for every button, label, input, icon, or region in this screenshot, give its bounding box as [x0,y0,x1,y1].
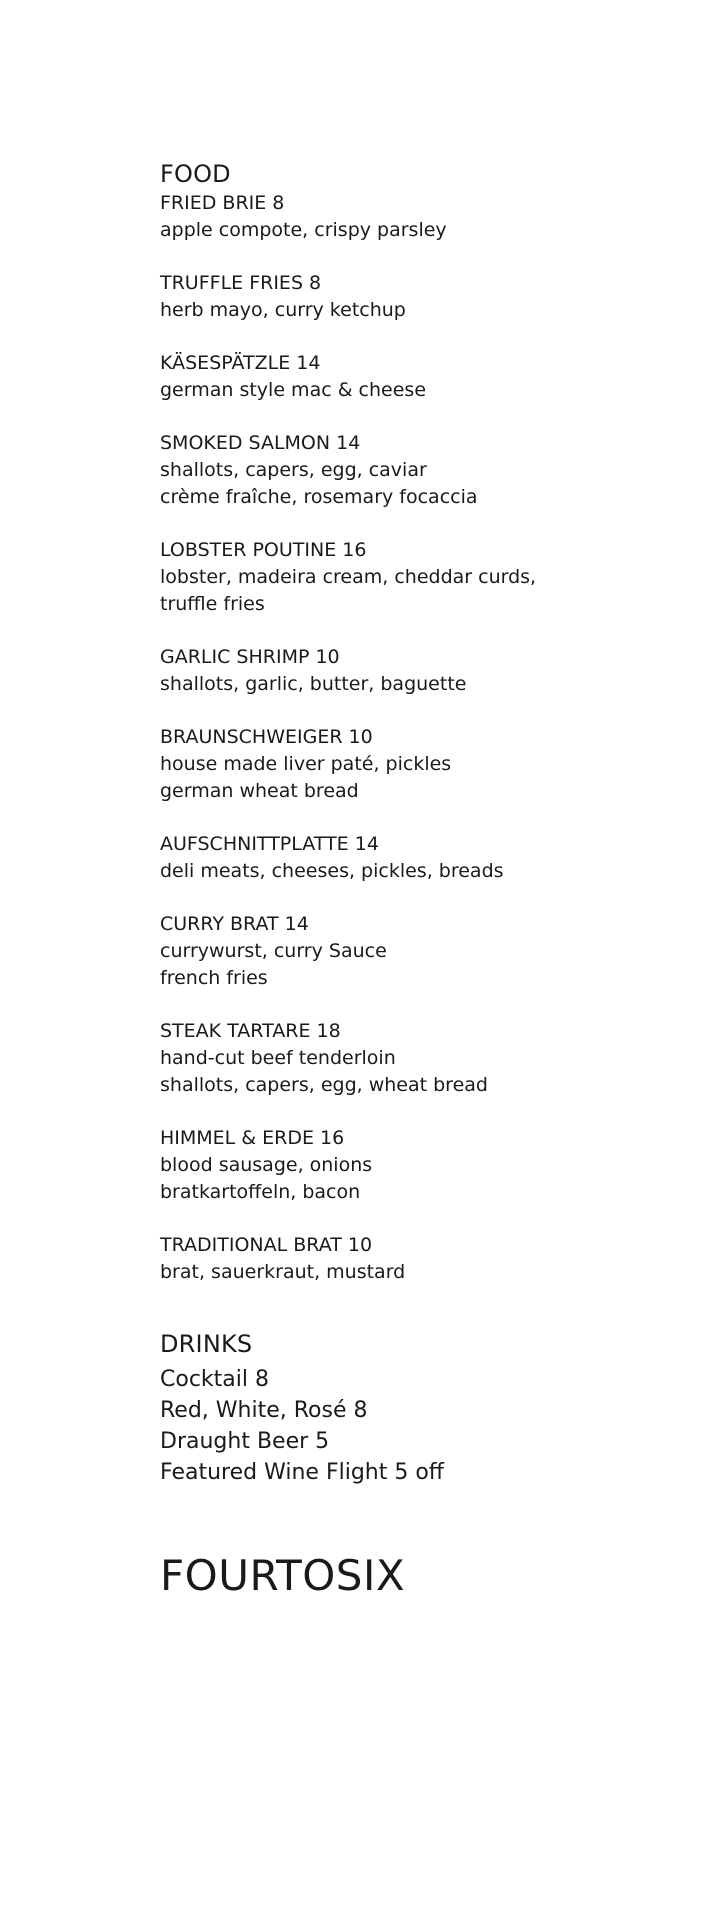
menu-item-name: GARLIC SHRIMP 10 [160,646,340,668]
drink-item: Red, White, Rosé 8 [160,1398,368,1423]
brand-name: FOURTOSIX [160,1551,406,1600]
menu-item-description: blood sausage, onions [160,1154,373,1176]
drinks-section [160,1330,680,1488]
menu-item-description: deli meats, cheeses, pickles, breads [160,860,504,882]
menu-item [160,644,680,698]
menu-item-name: HIMMEL & ERDE 16 [160,1127,345,1149]
menu-item-description: shallots, garlic, butter, baguette [160,673,467,695]
menu-item [160,270,680,324]
menu-item-description: brat, sauerkraut, mustard [160,1261,406,1283]
food-list [160,190,680,1286]
menu [160,160,680,1600]
drink-item: Featured Wine Flight 5 off [160,1460,444,1485]
menu-item-description: herb mayo, curry ketchup [160,299,406,321]
menu-item [160,911,680,992]
drinks-section-title: DRINKS [160,1330,253,1358]
menu-item-description: lobster, madeira cream, cheddar curds, [160,566,537,588]
menu-item-description: shallots, capers, egg, caviar [160,459,427,481]
menu-item [160,430,680,511]
drink-item: Draught Beer 5 [160,1429,330,1454]
menu-item [160,190,680,244]
menu-item [160,724,680,805]
menu-item-name: CURRY BRAT 14 [160,913,309,935]
menu-item-name: TRUFFLE FRIES 8 [160,272,322,294]
menu-item-name: SMOKED SALMON 14 [160,432,361,454]
menu-item-description: house made liver paté, pickles [160,753,452,775]
menu-item-description: german wheat bread [160,780,359,802]
menu-item-name: STEAK TARTARE 18 [160,1020,341,1042]
menu-item-description: bratkartoffeln, bacon [160,1181,361,1203]
menu-item-description: german style mac & cheese [160,379,427,401]
menu-item [160,350,680,404]
menu-item-description: hand-cut beef tenderloin [160,1047,396,1069]
menu-item-description: french fries [160,967,268,989]
menu-item [160,537,680,618]
menu-item [160,831,680,885]
menu-item-description: shallots, capers, egg, wheat bread [160,1074,488,1096]
menu-item-name: AUFSCHNITTPLATTE 14 [160,833,379,855]
menu-item-name: LOBSTER POUTINE 16 [160,539,367,561]
food-section-title: FOOD [160,160,231,188]
menu-item-name: TRADITIONAL BRAT 10 [160,1234,373,1256]
menu-item-name: BRAUNSCHWEIGER 10 [160,726,373,748]
menu-item-name: FRIED BRIE 8 [160,192,285,214]
drinks-list [160,1364,680,1488]
drink-item: Cocktail 8 [160,1367,269,1392]
menu-item [160,1018,680,1099]
menu-item-description: apple compote, crispy parsley [160,219,447,241]
menu-item [160,1232,680,1286]
menu-item-name: KÄSESPÄTZLE 14 [160,352,321,374]
menu-item [160,1125,680,1206]
menu-item-description: truffle fries [160,593,265,615]
menu-item-description: crème fraîche, rosemary focaccia [160,486,478,508]
menu-item-description: currywurst, curry Sauce [160,940,387,962]
